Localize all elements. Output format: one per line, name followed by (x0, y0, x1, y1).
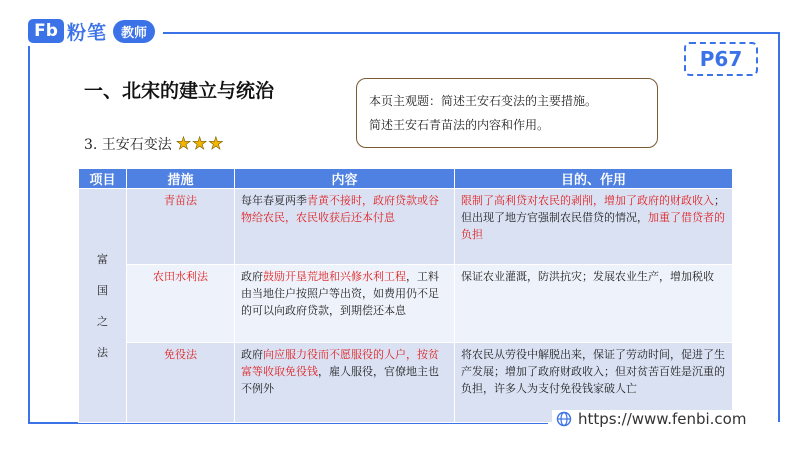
table-row (79, 265, 733, 343)
frame-top-border (120, 32, 780, 34)
section-subtitle (84, 134, 225, 154)
column-header-item: 项目 (79, 169, 127, 189)
page-number-badge: P67 (684, 42, 758, 76)
content-cell (235, 343, 455, 423)
star-rating-icon: ★★★ (175, 134, 225, 154)
content-text: 每年春夏两季 (241, 194, 307, 207)
measure-cell: 免役法 (127, 343, 235, 423)
purpose-text: 将农民从劳役中解脱出来，保证了劳动时间，促进了生产发展；增加了政府财政收入；但对贫苦百姓是沉重的负担，许多人为支付免役钱家破人亡 (461, 348, 725, 395)
content-text: ，雇人服役，官僚地主也不例外 (241, 365, 439, 395)
content-text: 政府 (241, 348, 263, 361)
subtitle-text: 3. 王安石变法 (84, 137, 172, 153)
logo-badge: 教师 (113, 20, 155, 43)
note-line-2: 简述王安石青苗法的内容和作用。 (369, 118, 550, 132)
topic-note-box (356, 78, 658, 148)
content-emphasis: 鼓励开垦荒地和兴修水利工程 (263, 270, 406, 283)
content-emphasis: 青黄不接时，政府贷款或谷物给农民，农民收获后还本付息 (241, 194, 439, 224)
column-header-content: 内容 (235, 169, 455, 189)
logo-text: 粉笔 (67, 21, 108, 44)
measure-cell: 农田水利法 (127, 265, 235, 343)
column-header-purpose: 目的、作用 (455, 169, 733, 189)
group-label-char: 国 (97, 283, 108, 297)
content-emphasis: 向应服力役而不愿服役的人户，按贫富等收取免役钱 (241, 348, 439, 378)
frame-left-border (28, 44, 30, 424)
note-line-1: 本页主观题：简述王安石变法的主要措施。 (369, 94, 598, 108)
column-header-measure: 措施 (127, 169, 235, 189)
logo-mark: Fb (28, 19, 64, 43)
measure-cell: 青苗法 (127, 189, 235, 265)
purpose-cell (455, 189, 733, 265)
globe-icon (556, 411, 572, 427)
purpose-emphasis: 加重了借贷者的负担 (461, 211, 725, 241)
reform-table (78, 168, 733, 423)
table-row (79, 189, 733, 265)
group-label-cell (79, 189, 127, 423)
table-header-row (79, 169, 733, 189)
brand-logo (28, 16, 163, 46)
purpose-cell (455, 265, 733, 343)
group-label-char: 之 (97, 314, 108, 328)
content-cell (235, 189, 455, 265)
frame-right-border (778, 32, 780, 422)
purpose-text: ；但出现了地方官强制农民借贷的情况， (461, 194, 725, 224)
website-url: https://www.fenbi.com (578, 410, 747, 428)
group-label-char: 富 (97, 252, 108, 266)
purpose-text: 保证农业灌溉，防洪抗灾；发展农业生产，增加税收 (461, 270, 714, 283)
content-cell (235, 265, 455, 343)
content-text: ，工料由当地住户按照户等出资，如费用仍不足的可以向政府贷款，到期偿还本息 (241, 270, 439, 317)
content-text: 政府 (241, 270, 263, 283)
website-link[interactable] (552, 410, 750, 428)
purpose-emphasis: 限制了高利贷对农民的剥削，增加了政府的财政收入 (461, 194, 714, 207)
group-label-char: 法 (97, 345, 108, 359)
page-title: 一、北宋的建立与统治 (84, 80, 275, 102)
